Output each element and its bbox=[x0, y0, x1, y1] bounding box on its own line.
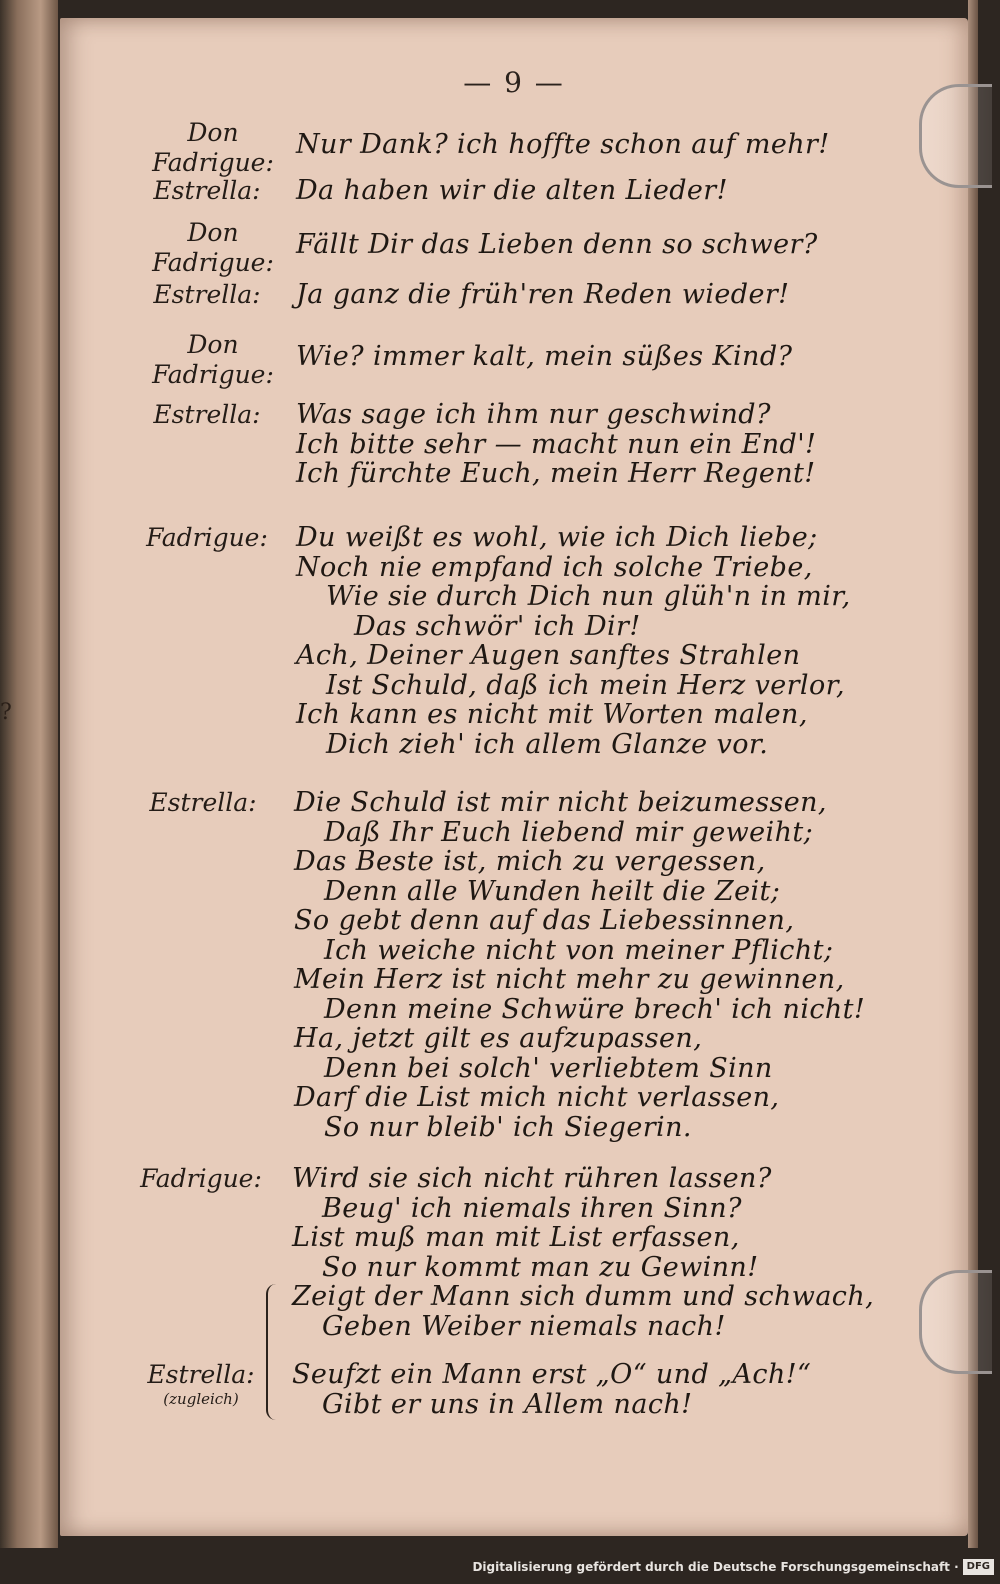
verse-line: Seufzt ein Mann erst „O“ und „Ach!“ bbox=[292, 1359, 812, 1390]
dfg-logo: DFG bbox=[963, 1559, 994, 1575]
verse-lines bbox=[294, 788, 934, 1142]
verse-line: Du weißt es wohl, wie ich Dich liebe; bbox=[296, 522, 818, 553]
clip-top bbox=[919, 84, 992, 188]
verse-line: Denn meine Schwüre brech' ich nicht! bbox=[324, 993, 866, 1025]
verse-line: Fällt Dir das Lieben denn so schwer? bbox=[296, 229, 818, 260]
verse-lines bbox=[296, 342, 936, 372]
verse-line: Darf die List mich nicht verlassen, bbox=[294, 1082, 780, 1113]
speaker-name-part: Estrella: bbox=[147, 1360, 255, 1389]
verse-line: Da haben wir die alten Lieder! bbox=[296, 175, 728, 206]
left-page-mark: ? bbox=[0, 700, 12, 725]
verse-line: Ach, Deiner Augen sanftes Strahlen bbox=[296, 640, 801, 671]
verse-line: Gibt er uns in Allem nach! bbox=[322, 1388, 693, 1420]
verse-line: Noch nie empfand ich solche Triebe, bbox=[296, 551, 813, 583]
verse-line: So nur bleib' ich Siegerin. bbox=[324, 1111, 692, 1143]
verse-line: Denn bei solch' verliebtem Sinn bbox=[324, 1052, 773, 1084]
verse-line: Dich zieh' ich allem Glanze vor. bbox=[326, 728, 769, 760]
verse-line: Beug' ich niemals ihren Sinn? bbox=[322, 1192, 742, 1224]
verse-line: List muß man mit List erfassen, bbox=[292, 1222, 740, 1253]
speaker-name-part: Fadrigue: bbox=[146, 523, 268, 552]
verse-line: Wie? immer kalt, mein süßes Kind? bbox=[296, 341, 793, 372]
verse-line: Ich bitte sehr — macht nun ein End'! bbox=[296, 428, 817, 460]
speaker-label bbox=[122, 523, 292, 553]
verse-line: Wird sie sich nicht rühren lassen? bbox=[292, 1163, 772, 1194]
verse-line: Das Beste ist, mich zu vergessen, bbox=[294, 846, 766, 877]
verse-line: Ist Schuld, daß ich mein Herz verlor, bbox=[326, 669, 845, 701]
left-page-edge bbox=[0, 0, 58, 1548]
speaker-name-part: Fadrigue: bbox=[152, 148, 274, 177]
speaker-label bbox=[122, 280, 292, 310]
verse-lines bbox=[296, 523, 936, 759]
verse-line: Ich weiche nicht von meiner Pflicht; bbox=[324, 934, 834, 966]
speaker-name-part: Fadrigue: bbox=[152, 360, 274, 389]
verse-line: Mein Herz ist nicht mehr zu gewinnen, bbox=[294, 964, 845, 995]
verse-line: Nur Dank? ich hoffte schon auf mehr! bbox=[296, 129, 830, 160]
speaker-label bbox=[116, 1360, 286, 1408]
verse-line: So gebt denn auf das Liebessinnen, bbox=[294, 905, 795, 936]
verse-lines bbox=[292, 1164, 932, 1341]
speaker-label bbox=[122, 176, 292, 206]
verse-lines bbox=[296, 230, 936, 260]
speaker-name-part: Don bbox=[187, 118, 239, 147]
verse-line: So nur kommt man zu Gewinn! bbox=[322, 1251, 759, 1283]
clip-bottom bbox=[919, 1270, 992, 1374]
footer bbox=[472, 1552, 994, 1582]
verse-line: Die Schuld ist mir nicht beizumessen, bbox=[294, 787, 827, 818]
speaker-name-part: Estrella: bbox=[153, 176, 261, 205]
speaker-name-part: Fadrigue: bbox=[152, 248, 274, 277]
speaker-name-part: Estrella: bbox=[149, 788, 257, 817]
page-number: — 9 — bbox=[463, 66, 565, 99]
verse-lines bbox=[296, 400, 936, 489]
verse-lines bbox=[296, 130, 936, 160]
verse-line: Daß Ihr Euch liebend mir geweiht; bbox=[324, 816, 814, 848]
speaker-name-part: Estrella: bbox=[153, 400, 261, 429]
verse-line: Ja ganz die früh'ren Reden wieder! bbox=[296, 279, 790, 310]
verse-line: Was sage ich ihm nur geschwind? bbox=[296, 399, 771, 430]
speaker-label bbox=[122, 400, 292, 430]
speaker-label bbox=[116, 1164, 286, 1194]
speaker-label bbox=[128, 218, 298, 278]
footer-text: Digitalisierung gefördert durch die Deutsche Forschungsgemeinschaft · bbox=[472, 1560, 959, 1574]
speaker-name-part: Don bbox=[187, 218, 239, 247]
speaker-label bbox=[128, 118, 298, 178]
speaker-name-part: Fadrigue: bbox=[140, 1164, 262, 1193]
verse-line: Ich fürchte Euch, mein Herr Regent! bbox=[296, 458, 816, 489]
speaker-name-part: Don bbox=[187, 330, 239, 359]
verse-line: Wie sie durch Dich nun glüh'n in mir, bbox=[326, 581, 851, 612]
verse-line: Ich kann es nicht mit Worten malen, bbox=[296, 699, 808, 730]
verse-line: Das schwör' ich Dir! bbox=[354, 610, 641, 642]
speaker-label bbox=[128, 330, 298, 390]
speaker-name-part: Estrella: bbox=[153, 280, 261, 309]
verse-lines bbox=[296, 176, 936, 206]
verse-lines bbox=[296, 280, 936, 310]
speaker-label bbox=[118, 788, 288, 818]
verse-line: Denn alle Wunden heilt die Zeit; bbox=[324, 875, 781, 907]
verse-line: Geben Weiber niemals nach! bbox=[322, 1310, 726, 1342]
verse-line: Ha, jetzt gilt es aufzupassen, bbox=[294, 1023, 703, 1054]
speaker-note: (zugleich) bbox=[163, 1390, 239, 1408]
simultaneous-brace bbox=[266, 1284, 286, 1420]
verse-lines bbox=[292, 1360, 932, 1419]
verse-line: Zeigt der Mann sich dumm und schwach, bbox=[292, 1281, 875, 1312]
book-page bbox=[60, 18, 968, 1536]
